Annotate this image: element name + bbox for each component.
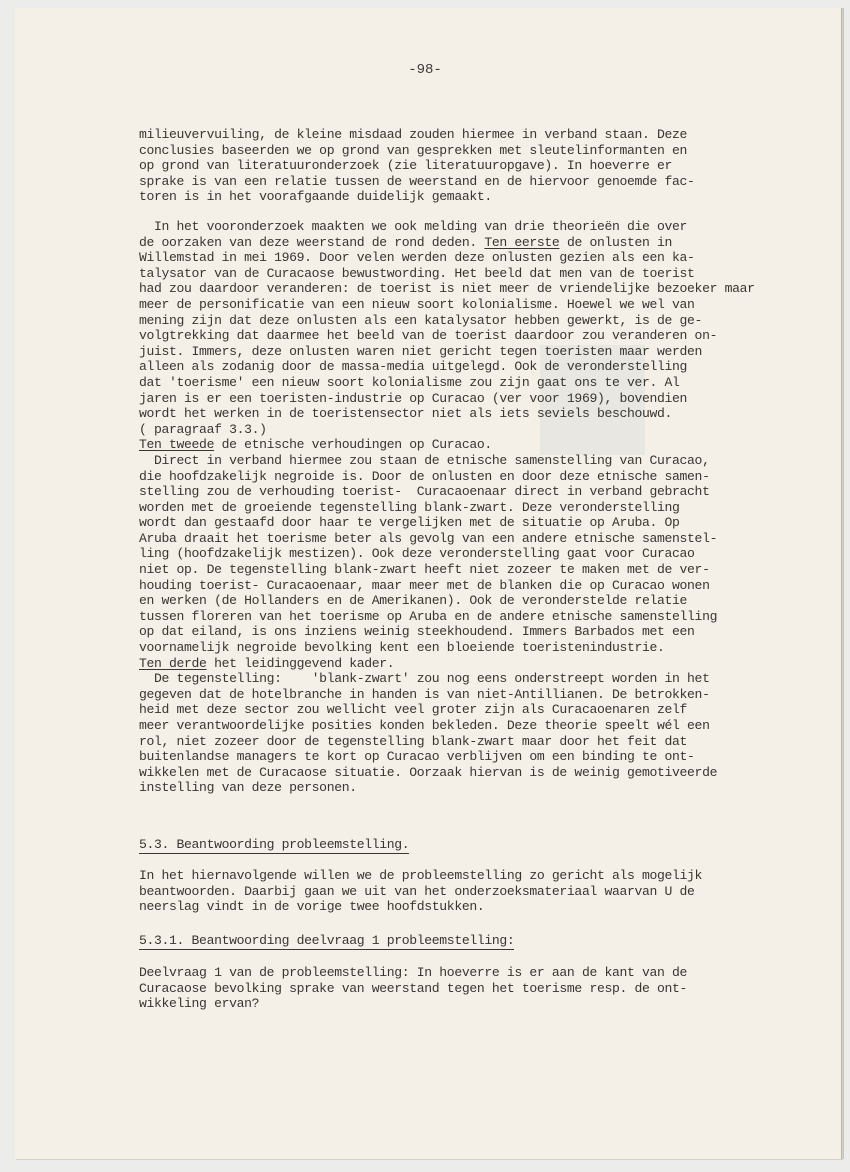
page-number: -98- [408, 62, 442, 78]
text-line: wordt dan gestaafd door haar te vergelijken met de situatie op Aruba. Op [139, 515, 680, 531]
section-5-3-heading: 5.3. Beantwoording probleemstelling. [139, 837, 410, 852]
text-line: houding toerist- Curacaoenaar, maar meer met de blanken die op Curacao wonen [139, 577, 710, 593]
text-line: Willemstad in mei 1969. Door velen werden deze onlusten gezien als een ka- [139, 250, 695, 266]
text-line: ( paragraaf 3.3.) [139, 421, 267, 437]
text-line: en werken (de Hollanders en de Amerikanen). Ook de veronderstelde relatie [139, 593, 688, 609]
text-line: beantwoorden. Daarbij gaan we uit van het onderzoeksmateriaal waarvan U de [139, 883, 695, 899]
underlined-phrase: Ten tweede [139, 437, 215, 453]
text-line: worden met de groeiende tegenstelling blank-zwart. Deze veronderstelling [139, 499, 680, 515]
text-line: jaren is er een toeristen-industrie op Curacao (ver voor 1969), bovendien [139, 390, 688, 406]
text-line: tussen floreren van het toerisme op Aruba en de andere etnische samenstelling [139, 608, 718, 624]
text-line: In het vooronderzoek maakten we ook melding van drie theorieën die over [139, 219, 688, 234]
underlined-phrase: Ten eerste [484, 234, 560, 250]
text-line: had zou daardoor veranderen: de toerist is niet meer de vriendelijke bezoeker maar [139, 281, 755, 297]
text-line: mening zijn dat deze onlusten als een katalysator hebben gewerkt, is de ge- [139, 312, 703, 328]
text-line: Aruba draait het toerisme beter als gevolg van een andere etnische samenstel- [139, 530, 718, 546]
text-line: rol, niet zozeer door de tegenstelling blank-zwart maar door het feit dat [139, 733, 688, 749]
section-5-3-1-paragraph [139, 965, 789, 1012]
text-line: sprake is van een relatie tussen de weerstand en de hiervoor genoemde fac- [139, 173, 695, 189]
text-line: juist. Immers, deze onlusten waren niet gericht tegen toeristen maar werden [139, 343, 703, 359]
theories-section [139, 219, 789, 796]
text-line: niet op. De tegenstelling blank-zwart heeft niet zozeer te maken met de ver- [139, 562, 710, 578]
section-5-3-paragraph [139, 868, 789, 915]
text-line: Direct in verband hiermee zou staan de etnische samenstelling van Curacao, [139, 452, 710, 468]
text-line: dat 'toerisme' een nieuw soort kolonialisme zou zijn gaat ons te ver. Al [139, 374, 680, 390]
text-line: De tegenstelling: 'blank-zwart' zou nog eens onderstreept worden in het [139, 671, 710, 687]
text-line: gegeven dat de hotelbranche in handen is van niet-Antillianen. De betrokken- [139, 686, 710, 702]
text-line: op grond van literatuuronderzoek (zie literatuuropgave). In hoeverre er [139, 158, 673, 174]
text-line: meer verantwoordelijke posities konden bekleden. Deze theorie speelt wél een [139, 718, 710, 733]
text-line: alleen als zodanig door de massa-media uitgelegd. Ook de veronderstelling [139, 359, 688, 375]
text-line: stelling zou de verhouding toerist- Curacaoenaar direct in verband gebracht [139, 484, 710, 500]
text-line: heid met deze sector zou wellicht veel groter zijn als Curacaoenaren zelf [139, 702, 688, 718]
section-5-3-1-heading: 5.3.1. Beantwoording deelvraag 1 probleemstelling: [139, 933, 515, 948]
text-line: instelling van deze personen. [139, 780, 357, 796]
text-line: meer de personificatie van een nieuw soort kolonialisme. Hoewel we wel van [139, 296, 695, 312]
underlined-phrase: Ten derde [139, 655, 207, 671]
text-line: milieuvervuiling, de kleine misdaad zouden hiermee in verband staan. Deze [139, 127, 688, 142]
text-line: Ten tweede de etnische verhoudingen op Curacao. [139, 437, 492, 453]
text-line: volgtrekking dat daarmee het beeld van de toerist daardoor zou veranderen on- [139, 328, 718, 344]
text-line: Curacaose bevolking sprake van weerstand tegen het toerisme resp. de ont- [139, 980, 688, 996]
text-line: voornamelijk negroide bevolking kent een bloeiende toeristenindustrie. [139, 640, 665, 656]
text-line: Deelvraag 1 van de probleemstelling: In hoeverre is er aan de kant van de [139, 965, 688, 980]
text-line: conclusies baseerden we op grond van gesprekken met sleutelinformanten en [139, 142, 688, 158]
text-line: op dat eiland, is ons inziens weinig steekhoudend. Immers Barbados met een [139, 624, 695, 640]
text-line: wordt het werken in de toeristensector niet als iets seviels beschouwd. [139, 406, 673, 422]
text-line: wikkeling ervan? [139, 996, 260, 1012]
text-line: talysator van de Curacaose bewustwording. Het beeld dat men van de toerist [139, 265, 695, 281]
text-line: toren is in het voorafgaande duidelijk gemaakt. [139, 189, 492, 205]
text-line: de oorzaken van deze weerstand de rond deden. Ten eerste de onlusten in [139, 234, 673, 250]
text-line: die hoofdzakelijk negroide is. Door de onlusten en door deze etnische samen- [139, 468, 710, 484]
text-line: wikkelen met de Curacaose situatie. Oorzaak hiervan is de weinig gemotiveerde [139, 764, 718, 780]
intro-paragraph [139, 127, 789, 205]
text-line: buitenlandse managers te kort op Curacao verblijven om een binding te ont- [139, 749, 695, 765]
text-line: Ten derde het leidinggevend kader. [139, 655, 395, 671]
text-line: In het hiernavolgende willen we de probleemstelling zo gericht als mogelijk [139, 868, 703, 883]
text-line: ling (hoofdzakelijk mestizen). Ook deze veronderstelling gaat voor Curacao [139, 546, 695, 562]
text-line: neerslag vindt in de vorige twee hoofdstukken. [139, 899, 485, 915]
